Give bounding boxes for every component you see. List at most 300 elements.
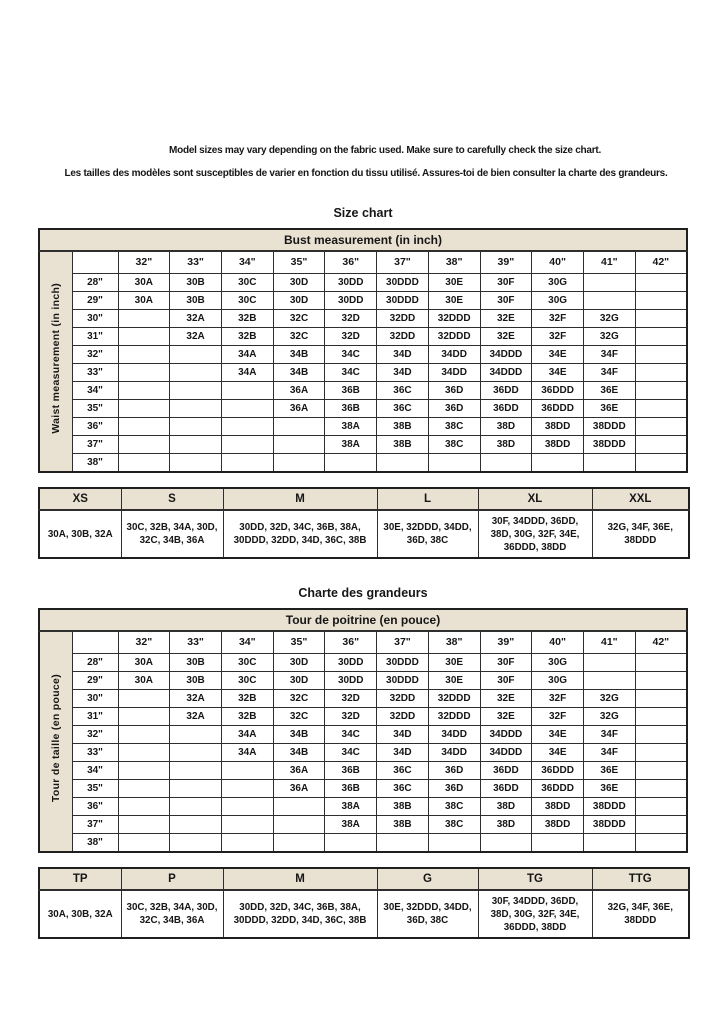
bra-size-cell <box>532 834 584 853</box>
bra-size-cell: 36A <box>273 762 325 780</box>
bra-size-cell: 32C <box>273 708 325 726</box>
bust-size-column-header: 41" <box>583 631 635 654</box>
bust-size-column-header: 40" <box>532 631 584 654</box>
size-group-sizes: 30C, 32B, 34A, 30D, 32C, 34B, 36A <box>121 510 223 558</box>
waist-size-row-header: 36" <box>72 798 118 816</box>
bust-size-column-header: 39" <box>480 631 532 654</box>
bra-size-cell: 36DD <box>480 400 532 418</box>
size-group-header: G <box>377 868 478 890</box>
bra-size-cell: 36A <box>273 382 325 400</box>
bra-size-cell: 38B <box>377 418 429 436</box>
bra-size-cell <box>428 834 480 853</box>
bra-size-cell: 36D <box>428 762 480 780</box>
size-group-header: XL <box>478 488 592 510</box>
bust-size-column-header: 35" <box>273 631 325 654</box>
corner-cell <box>72 631 118 654</box>
bra-size-cell: 36A <box>273 780 325 798</box>
waist-measurement-label-text: Waist measurement (in inch) <box>49 283 62 434</box>
bra-size-cell <box>118 690 170 708</box>
bra-size-cell: 32D <box>325 310 377 328</box>
bra-size-cell: 32B <box>221 310 273 328</box>
bra-size-cell: 36C <box>377 400 429 418</box>
bra-size-cell <box>635 346 687 364</box>
bra-size-cell: 30A <box>118 274 170 292</box>
bra-size-cell: 30E <box>428 654 480 672</box>
measurement-row <box>39 726 687 744</box>
bra-size-cell: 34B <box>273 346 325 364</box>
bra-size-cell <box>170 726 222 744</box>
waist-size-row-header: 31" <box>72 708 118 726</box>
bra-size-cell <box>635 816 687 834</box>
bra-size-cell: 30B <box>170 654 222 672</box>
measurement-row <box>39 454 687 473</box>
bra-size-cell: 30DDD <box>377 274 429 292</box>
bra-size-cell <box>635 382 687 400</box>
bra-size-cell: 30F <box>480 654 532 672</box>
measurement-row <box>39 798 687 816</box>
size-groups-table-fr <box>38 867 690 939</box>
bust-size-column-header: 40" <box>532 251 584 274</box>
bra-size-cell: 38D <box>480 436 532 454</box>
bra-size-cell: 34B <box>273 744 325 762</box>
bra-size-cell: 36B <box>325 400 377 418</box>
bust-size-column-header: 32" <box>118 631 170 654</box>
size-group-header: M <box>223 868 377 890</box>
bra-size-cell: 32DDD <box>428 690 480 708</box>
bust-size-column-header: 35" <box>273 251 325 274</box>
bust-size-column-header: 32" <box>118 251 170 274</box>
waist-size-row-header: 29" <box>72 672 118 690</box>
waist-size-row-header: 37" <box>72 816 118 834</box>
waist-size-row-header: 28" <box>72 274 118 292</box>
size-group-sizes: 32G, 34F, 36E, 38DDD <box>592 510 689 558</box>
bra-size-cell <box>583 672 635 690</box>
bra-size-cell <box>118 798 170 816</box>
bra-size-cell: 30G <box>532 672 584 690</box>
waist-size-row-header: 35" <box>72 780 118 798</box>
size-chart-title-fr: Charte des grandeurs <box>298 586 428 600</box>
bra-size-cell: 38C <box>428 436 480 454</box>
bra-size-cell <box>635 780 687 798</box>
corner-cell <box>72 251 118 274</box>
bra-size-cell: 30B <box>170 292 222 310</box>
bra-size-cell <box>118 382 170 400</box>
bra-size-cell: 32G <box>583 328 635 346</box>
bra-size-cell <box>273 798 325 816</box>
bust-size-column-header: 36" <box>325 631 377 654</box>
bra-size-cell <box>480 834 532 853</box>
size-group-header-row <box>39 488 689 510</box>
bra-size-cell: 30D <box>273 292 325 310</box>
bra-size-cell: 30DDD <box>377 654 429 672</box>
bra-size-cell: 36B <box>325 382 377 400</box>
bra-size-cell <box>118 834 170 853</box>
bra-size-cell: 32F <box>532 690 584 708</box>
bust-size-column-header: 37" <box>377 631 429 654</box>
bra-size-cell: 36DDD <box>532 382 584 400</box>
bra-size-cell: 34DDD <box>480 726 532 744</box>
measurement-row <box>39 762 687 780</box>
measurement-row <box>39 346 687 364</box>
measurement-row <box>39 382 687 400</box>
bra-size-cell <box>635 744 687 762</box>
measurement-row <box>39 400 687 418</box>
size-group-sizes: 30C, 32B, 34A, 30D, 32C, 34B, 36A <box>121 890 223 938</box>
bust-size-column-header: 38" <box>428 631 480 654</box>
bra-size-cell: 34A <box>221 364 273 382</box>
bra-size-cell: 38DDD <box>583 798 635 816</box>
measurement-row <box>39 744 687 762</box>
waist-size-row-header: 32" <box>72 346 118 364</box>
bra-size-cell <box>118 762 170 780</box>
bra-size-cell: 36C <box>377 382 429 400</box>
size-group-header: P <box>121 868 223 890</box>
bust-measurement-header: Tour de poitrine (en pouce) <box>39 609 687 631</box>
bra-size-cell: 32C <box>273 328 325 346</box>
measurement-row <box>39 708 687 726</box>
bust-size-column-header: 36" <box>325 251 377 274</box>
bra-size-cell: 32D <box>325 708 377 726</box>
bra-size-cell <box>635 834 687 853</box>
waist-size-row-header: 33" <box>72 744 118 762</box>
bra-size-cell <box>221 780 273 798</box>
size-group-sizes: 30E, 32DDD, 34DD, 36D, 38C <box>377 510 478 558</box>
measurement-row <box>39 816 687 834</box>
waist-size-row-header: 34" <box>72 382 118 400</box>
bra-size-cell <box>377 454 429 473</box>
bra-size-cell <box>635 310 687 328</box>
size-group-header: S <box>121 488 223 510</box>
bust-size-column-header: 42" <box>635 631 687 654</box>
bra-size-cell: 30DD <box>325 274 377 292</box>
bust-size-column-header: 41" <box>583 251 635 274</box>
bra-size-cell <box>635 708 687 726</box>
bra-size-cell <box>118 418 170 436</box>
bra-size-cell: 30A <box>118 292 170 310</box>
bra-size-cell: 38A <box>325 798 377 816</box>
bra-size-cell: 32A <box>170 690 222 708</box>
size-group-header: M <box>223 488 377 510</box>
bra-size-cell: 38DD <box>532 798 584 816</box>
bra-size-cell <box>170 436 222 454</box>
waist-measurement-label <box>39 631 72 852</box>
bra-size-cell: 34E <box>532 346 584 364</box>
bra-size-cell: 32DD <box>377 708 429 726</box>
bra-size-cell <box>635 274 687 292</box>
size-group-sizes: 30F, 34DDD, 36DD, 38D, 30G, 32F, 34E, 36DDD, 38DD <box>478 510 592 558</box>
bra-size-cell: 36DDD <box>532 400 584 418</box>
bust-size-column-header: 33" <box>170 251 222 274</box>
bra-size-cell <box>635 400 687 418</box>
bra-size-cell: 30C <box>221 654 273 672</box>
bra-size-cell: 32DDD <box>428 328 480 346</box>
bra-size-cell: 38DD <box>532 816 584 834</box>
measurement-row <box>39 310 687 328</box>
bra-size-cell: 36C <box>377 780 429 798</box>
bra-size-cell: 34C <box>325 346 377 364</box>
measurement-row <box>39 328 687 346</box>
size-chart-title-en: Size chart <box>333 206 393 220</box>
waist-size-row-header: 34" <box>72 762 118 780</box>
bra-size-cell: 34C <box>325 726 377 744</box>
bra-size-cell: 36DDD <box>532 780 584 798</box>
waist-size-row-header: 32" <box>72 726 118 744</box>
bra-size-cell: 34A <box>221 744 273 762</box>
bra-size-cell: 32DDD <box>428 310 480 328</box>
bra-size-cell: 38D <box>480 798 532 816</box>
bra-size-cell: 34E <box>532 744 584 762</box>
size-group-sizes: 30DD, 32D, 34C, 36B, 38A, 30DDD, 32DD, 34D, 36C, 38B <box>223 510 377 558</box>
bra-size-cell: 36E <box>583 382 635 400</box>
size-group-sizes: 30A, 30B, 32A <box>39 890 121 938</box>
bra-size-cell: 30C <box>221 292 273 310</box>
bra-size-cell <box>480 454 532 473</box>
bra-size-cell: 36A <box>273 400 325 418</box>
bra-size-cell: 34E <box>532 364 584 382</box>
bra-size-cell: 30DD <box>325 292 377 310</box>
bra-size-cell: 38B <box>377 436 429 454</box>
bra-size-cell: 38DD <box>532 436 584 454</box>
bra-size-cell: 34DD <box>428 364 480 382</box>
bra-size-cell: 34D <box>377 744 429 762</box>
bra-size-cell <box>583 654 635 672</box>
bra-size-cell: 34DDD <box>480 744 532 762</box>
bust-size-column-header: 34" <box>221 631 273 654</box>
bra-size-cell: 32C <box>273 690 325 708</box>
bra-size-cell: 36D <box>428 382 480 400</box>
bra-size-cell <box>170 400 222 418</box>
bra-size-cell: 38DD <box>532 418 584 436</box>
bust-size-column-header: 38" <box>428 251 480 274</box>
bra-size-cell <box>325 834 377 853</box>
bra-size-cell: 30DD <box>325 654 377 672</box>
measurement-row <box>39 418 687 436</box>
bra-size-cell <box>170 834 222 853</box>
waist-size-row-header: 37" <box>72 436 118 454</box>
bra-size-cell: 32A <box>170 708 222 726</box>
waist-size-row-header: 28" <box>72 654 118 672</box>
bra-size-cell <box>221 762 273 780</box>
bra-size-cell <box>583 454 635 473</box>
bra-size-cell: 30D <box>273 274 325 292</box>
bra-size-cell <box>635 672 687 690</box>
bra-size-cell: 30C <box>221 672 273 690</box>
size-group-header: XXL <box>592 488 689 510</box>
bra-size-cell <box>221 834 273 853</box>
bra-size-cell: 38A <box>325 418 377 436</box>
bra-size-cell: 34C <box>325 364 377 382</box>
bra-size-cell: 30E <box>428 292 480 310</box>
bra-size-cell: 34F <box>583 744 635 762</box>
bra-size-cell <box>170 346 222 364</box>
bra-size-cell: 34DDD <box>480 364 532 382</box>
bra-size-cell <box>635 418 687 436</box>
size-group-header: XS <box>39 488 121 510</box>
bra-size-cell: 30G <box>532 654 584 672</box>
bra-size-cell: 36B <box>325 780 377 798</box>
waist-size-row-header: 29" <box>72 292 118 310</box>
waist-size-row-header: 36" <box>72 418 118 436</box>
bra-size-cell: 34C <box>325 744 377 762</box>
bra-size-cell: 30E <box>428 274 480 292</box>
bra-size-cell: 32E <box>480 708 532 726</box>
bra-size-cell: 30G <box>532 292 584 310</box>
bra-size-cell: 30E <box>428 672 480 690</box>
bra-size-cell: 30D <box>273 654 325 672</box>
bra-size-cell <box>273 418 325 436</box>
bra-size-cell: 32A <box>170 328 222 346</box>
measurement-row <box>39 672 687 690</box>
bra-size-cell <box>221 418 273 436</box>
bra-size-cell <box>118 454 170 473</box>
measurement-row <box>39 780 687 798</box>
size-group-sizes: 32G, 34F, 36E, 38DDD <box>592 890 689 938</box>
size-group-sizes: 30F, 34DDD, 36DD, 38D, 30G, 32F, 34E, 36DDD, 38DD <box>478 890 592 938</box>
size-group-header: L <box>377 488 478 510</box>
bra-size-cell: 34DD <box>428 744 480 762</box>
bra-size-cell: 32E <box>480 690 532 708</box>
bra-size-cell <box>583 834 635 853</box>
bra-size-cell: 38B <box>377 798 429 816</box>
bra-size-cell <box>170 816 222 834</box>
bra-size-cell <box>118 708 170 726</box>
bra-size-cell: 30DD <box>325 672 377 690</box>
bra-size-cell: 36C <box>377 762 429 780</box>
bra-size-cell: 32D <box>325 328 377 346</box>
bra-size-cell <box>221 382 273 400</box>
waist-size-row-header: 30" <box>72 690 118 708</box>
bra-size-cell: 30F <box>480 672 532 690</box>
bra-size-cell <box>170 454 222 473</box>
bra-size-cell: 34B <box>273 364 325 382</box>
bra-size-cell <box>273 454 325 473</box>
bra-size-cell: 34B <box>273 726 325 744</box>
bust-header-row <box>39 609 687 631</box>
bra-size-cell: 34DD <box>428 726 480 744</box>
bra-size-cell: 30B <box>170 274 222 292</box>
bra-size-cell <box>118 364 170 382</box>
bra-size-cell: 36DDD <box>532 762 584 780</box>
bra-size-cell: 34DD <box>428 346 480 364</box>
bra-size-cell: 32F <box>532 310 584 328</box>
measurement-row <box>39 436 687 454</box>
size-group-header: TP <box>39 868 121 890</box>
bra-size-cell <box>635 798 687 816</box>
measurement-row <box>39 834 687 853</box>
bra-size-cell <box>221 436 273 454</box>
bra-size-cell <box>635 436 687 454</box>
bra-size-cell: 32G <box>583 310 635 328</box>
bra-size-cell: 38D <box>480 418 532 436</box>
bra-size-cell <box>118 726 170 744</box>
waist-measurement-label-text: Tour de taille (en pouce) <box>49 674 62 803</box>
bra-size-cell: 38C <box>428 798 480 816</box>
bra-size-cell <box>170 364 222 382</box>
bra-size-cell: 32DD <box>377 328 429 346</box>
bust-measurement-header: Bust measurement (in inch) <box>39 229 687 251</box>
bra-size-cell <box>170 418 222 436</box>
bra-size-cell: 30DDD <box>377 292 429 310</box>
bra-size-cell: 30B <box>170 672 222 690</box>
bust-size-column-header: 42" <box>635 251 687 274</box>
bra-size-cell: 38A <box>325 816 377 834</box>
size-group-value-row <box>39 890 689 938</box>
bra-size-cell <box>118 400 170 418</box>
bra-size-cell <box>118 328 170 346</box>
bra-size-cell: 34A <box>221 726 273 744</box>
bra-size-cell <box>532 454 584 473</box>
size-group-header-row <box>39 868 689 890</box>
bra-size-cell <box>221 798 273 816</box>
bra-size-cell <box>118 346 170 364</box>
bra-size-cell: 32C <box>273 310 325 328</box>
bra-size-cell <box>170 382 222 400</box>
intro-text-fr: Les tailles des modèles sont susceptibles de varier en fonction du tissu utilisé. Assures-toi de bien consulter la charte des grandeurs. <box>64 168 668 179</box>
intro-text-en: Model sizes may vary depending on the fabric used. Make sure to carefully check the size chart. <box>169 145 601 156</box>
bra-size-cell: 30F <box>480 274 532 292</box>
bra-size-cell: 38A <box>325 436 377 454</box>
bra-size-cell: 36DD <box>480 382 532 400</box>
bra-size-cell <box>170 798 222 816</box>
bra-size-cell: 32G <box>583 690 635 708</box>
bust-size-column-header: 39" <box>480 251 532 274</box>
bra-size-cell <box>635 726 687 744</box>
bra-size-cell: 36E <box>583 400 635 418</box>
bra-size-cell: 30C <box>221 274 273 292</box>
waist-size-row-header: 31" <box>72 328 118 346</box>
bra-size-cell: 32G <box>583 708 635 726</box>
bra-size-cell <box>635 690 687 708</box>
bra-size-cell: 38B <box>377 816 429 834</box>
size-groups-table-en <box>38 487 690 559</box>
measurement-row <box>39 690 687 708</box>
bra-size-cell: 32B <box>221 708 273 726</box>
bra-size-cell: 30A <box>118 654 170 672</box>
bra-size-cell: 36DD <box>480 780 532 798</box>
bra-size-cell <box>170 780 222 798</box>
bra-size-cell: 38C <box>428 816 480 834</box>
bra-size-cell: 32E <box>480 310 532 328</box>
bra-size-cell <box>118 816 170 834</box>
bra-size-cell <box>635 292 687 310</box>
size-group-header: TTG <box>592 868 689 890</box>
bra-size-cell <box>635 762 687 780</box>
bra-size-cell: 34F <box>583 726 635 744</box>
bust-size-column-header: 34" <box>221 251 273 274</box>
bra-size-cell: 34D <box>377 364 429 382</box>
bra-size-cell: 30G <box>532 274 584 292</box>
bra-size-cell: 34F <box>583 364 635 382</box>
waist-size-row-header: 30" <box>72 310 118 328</box>
bra-size-cell <box>170 762 222 780</box>
bra-size-cell: 32DDD <box>428 708 480 726</box>
size-group-sizes: 30E, 32DDD, 34DD, 36D, 38C <box>377 890 478 938</box>
bra-size-cell <box>635 654 687 672</box>
bra-size-cell <box>273 816 325 834</box>
bra-size-cell <box>325 454 377 473</box>
waist-size-row-header: 33" <box>72 364 118 382</box>
bra-size-cell: 30A <box>118 672 170 690</box>
size-group-sizes: 30A, 30B, 32A <box>39 510 121 558</box>
bra-size-cell <box>377 834 429 853</box>
bra-size-cell: 38DDD <box>583 816 635 834</box>
bra-size-cell: 36D <box>428 780 480 798</box>
bra-size-cell <box>635 364 687 382</box>
bra-size-cell: 32DD <box>377 310 429 328</box>
bra-size-cell: 30F <box>480 292 532 310</box>
bust-header-row <box>39 229 687 251</box>
bra-size-cell: 34E <box>532 726 584 744</box>
